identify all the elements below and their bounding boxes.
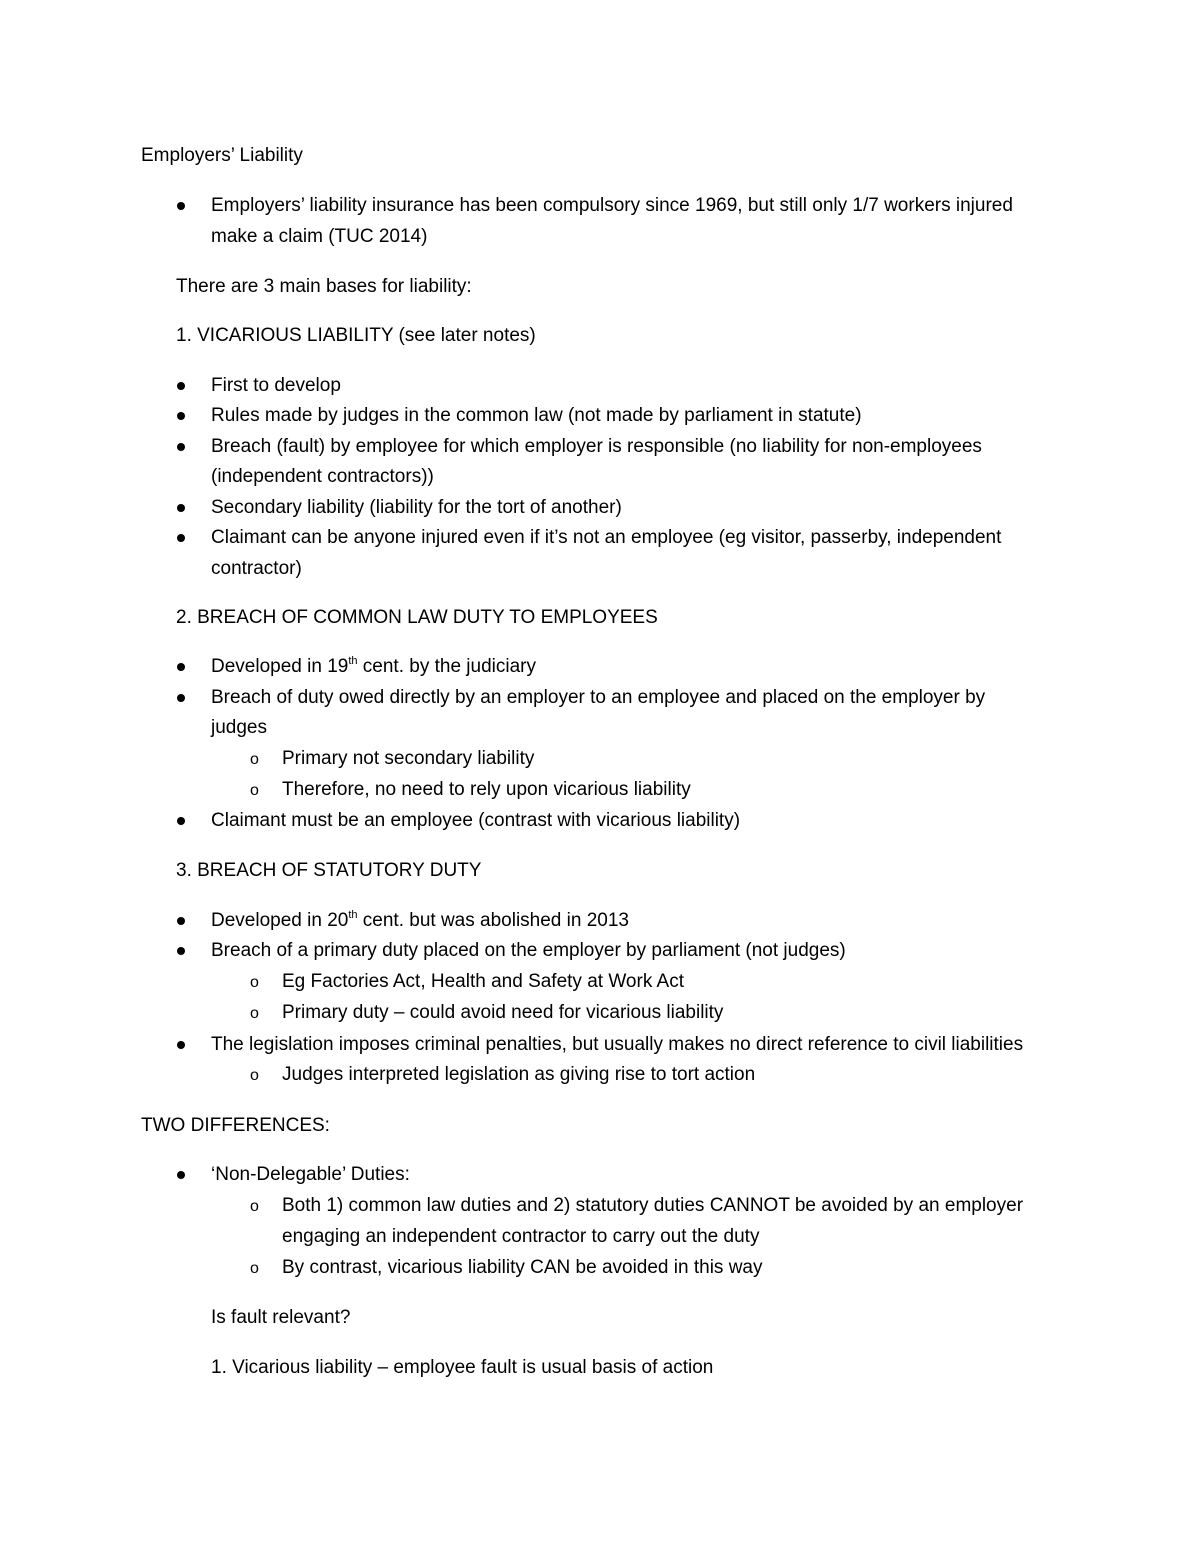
bases-intro: There are 3 main bases for liability: [176,276,472,297]
section2-sub-bullet: Therefore, no need to rely upon vicarious liability [282,779,691,800]
differences-sub-bullet-line1: Both 1) common law duties and 2) statutory duties CANNOT be avoided by an employer [282,1195,1024,1216]
section3-sub-bullet: Primary duty – could avoid need for vicarious liability [282,1002,724,1023]
section1-bullet: Rules made by judges in the common law (not made by parliament in statute) [211,405,862,426]
bullet-icon [177,382,185,390]
section1-bullet-continuation: (independent contractors)) [211,466,434,487]
bullet-icon [177,202,185,210]
section1-bullet: Claimant can be anyone injured even if it’s not an employee (eg visitor, passerby, independent [211,527,1002,548]
section2-sub-bullet: Primary not secondary liability [282,748,535,769]
sub-bullet-icon: o [250,974,259,991]
fault-question: Is fault relevant? [211,1307,351,1328]
fault-item: 1. Vicarious liability – employee fault is usual basis of action [211,1357,714,1378]
differences-sub-bullet-line2: engaging an independent contractor to carry out the duty [282,1226,760,1247]
intro-bullet-line1: Employers’ liability insurance has been compulsory since 1969, but still only 1/7 workers injured [211,195,1013,216]
bullet-icon [177,443,185,451]
bullet-icon [177,1041,185,1049]
bullet-icon [177,534,185,542]
bullet-icon [177,412,185,420]
section2-bullet-breach-line1: Breach of duty owed directly by an employer to an employee and placed on the employer by [211,687,986,708]
section2-bullet-developed: Developed in 19th cent. by the judiciary [211,654,536,677]
bullet-icon [177,817,185,825]
sub-bullet-icon: o [250,782,259,799]
sub-bullet-icon: o [250,1067,259,1084]
section3-sub-bullet: Judges interpreted legislation as giving rise to tort action [282,1064,756,1085]
sub-bullet-icon: o [250,1260,259,1277]
section3-bullet-developed: Developed in 20th cent. but was abolished in 2013 [211,908,629,931]
bullet-icon [177,1171,185,1179]
section1-bullet: Secondary liability (liability for the tort of another) [211,497,622,518]
bullet-icon [177,947,185,955]
bullet-icon [177,694,185,702]
section2-bullet-breach-line2: judges [211,717,267,738]
section2-bullet-claimant: Claimant must be an employee (contrast with vicarious liability) [211,810,741,831]
section3-bullet-breach: Breach of a primary duty placed on the employer by parliament (not judges) [211,940,846,961]
differences-sub-bullet: By contrast, vicarious liability CAN be avoided in this way [282,1257,763,1278]
section3-heading: 3. BREACH OF STATUTORY DUTY [176,860,482,881]
section3-bullet-legislation: The legislation imposes criminal penalties, but usually makes no direct reference to civil liabilities [211,1034,1024,1055]
sub-bullet-icon: o [250,1005,259,1022]
document-title: Employers’ Liability [141,145,303,166]
differences-bullet: ‘Non-Delegable’ Duties: [211,1164,410,1185]
intro-bullet-line2: make a claim (TUC 2014) [211,226,428,247]
section1-bullet: First to develop [211,375,341,396]
bullet-icon [177,504,185,512]
sub-bullet-icon: o [250,1198,259,1215]
bullet-icon [177,663,185,671]
section3-sub-bullet: Eg Factories Act, Health and Safety at Work Act [282,971,685,992]
bullet-icon [177,917,185,925]
differences-heading: TWO DIFFERENCES: [141,1115,330,1136]
sub-bullet-icon: o [250,751,259,768]
section1-heading: 1. VICARIOUS LIABILITY (see later notes) [176,325,536,346]
section1-bullet: Breach (fault) by employee for which employer is responsible (no liability for non-employees [211,436,982,457]
section2-heading: 2. BREACH OF COMMON LAW DUTY TO EMPLOYEES [176,607,658,628]
section1-bullet-continuation: contractor) [211,558,302,579]
